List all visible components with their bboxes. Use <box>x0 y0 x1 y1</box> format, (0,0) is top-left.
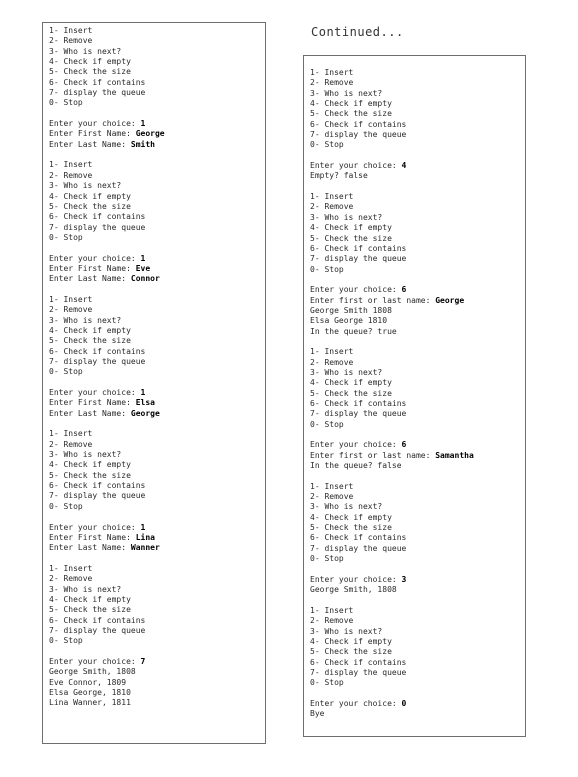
blank-line <box>49 419 165 429</box>
blank-line <box>310 151 474 161</box>
console-line <box>310 575 474 585</box>
user-input: 1 <box>140 253 146 263</box>
console-line: 7- display the queue <box>310 543 407 553</box>
user-input: 1 <box>140 119 146 129</box>
console-line: 1- Insert <box>310 605 354 615</box>
console-line: 7- display the queue <box>49 222 146 232</box>
blank-line <box>49 512 165 522</box>
console-line: 0- Stop <box>49 501 83 511</box>
console-line: 3- Who is next? <box>49 315 122 325</box>
console-line: 6- Check if contains <box>310 533 407 543</box>
console-line: 1- Insert <box>310 68 354 77</box>
prompt-text: Enter First Name: <box>49 398 136 408</box>
blank-line <box>310 182 474 192</box>
blank-line <box>310 275 474 285</box>
console-line: 0- Stop <box>310 419 344 429</box>
prompt-text: Enter First Name: <box>49 532 136 542</box>
prompt-text: Enter your choice: <box>310 574 402 584</box>
console-line <box>310 296 474 306</box>
console-line <box>49 140 165 150</box>
user-input: Eve <box>135 263 151 273</box>
blank-line <box>49 554 165 564</box>
console-output-left <box>42 22 266 744</box>
console-line: 4- Check if empty <box>310 636 392 646</box>
console-line: 0- Stop <box>310 140 344 150</box>
user-input: 0 <box>401 698 407 708</box>
console-line: 7- display the queue <box>49 491 146 501</box>
blank-line <box>310 565 474 575</box>
console-line <box>310 285 474 295</box>
console-line: 5- Check the size <box>310 523 392 533</box>
console-line: Lina Wanner, 1811 <box>49 698 131 708</box>
console-line: 7- display the queue <box>310 254 407 264</box>
console-line: 5- Check the size <box>49 201 131 211</box>
console-line: Bye <box>310 709 325 719</box>
console-line <box>49 388 165 398</box>
console-line: Elsa George, 1810 <box>49 688 131 697</box>
console-line: 6- Check if contains <box>310 399 407 408</box>
console-line: In the queue? false <box>310 461 402 471</box>
prompt-text: Enter First Name: <box>49 263 136 273</box>
console-line: 4- Check if empty <box>49 57 131 67</box>
blank-line <box>49 109 165 119</box>
console-line: 5- Check the size <box>310 233 392 243</box>
console-line <box>310 451 474 461</box>
blank-line <box>310 471 474 481</box>
blank-line <box>49 378 165 388</box>
console-line: 2- Remove <box>310 357 354 367</box>
user-input: Elsa <box>135 398 155 408</box>
console-line <box>49 533 165 543</box>
console-line <box>49 119 165 129</box>
console-line: 2- Remove <box>310 616 354 626</box>
console-text <box>310 68 474 720</box>
console-line: 5- Check the size <box>49 67 131 77</box>
console-line: 4- Check if empty <box>310 223 392 233</box>
console-line: In the queue? true <box>310 326 397 336</box>
console-line: 1- Insert <box>310 347 354 357</box>
console-line: 3- Who is next? <box>49 46 122 56</box>
prompt-text: Enter Last Name: <box>49 274 131 284</box>
user-input: 6 <box>401 285 407 295</box>
console-line: 6- Check if contains <box>310 657 407 667</box>
console-line: 7- display the queue <box>49 357 146 366</box>
console-line: 0- Stop <box>49 98 83 108</box>
user-input: 6 <box>401 440 407 450</box>
console-line: 5- Check the size <box>49 605 131 615</box>
console-line: 4- Check if empty <box>49 594 131 604</box>
console-line: 4- Check if empty <box>310 99 392 109</box>
console-line <box>49 409 165 419</box>
console-line: 6- Check if contains <box>49 615 146 625</box>
console-line: 7- display the queue <box>310 130 407 140</box>
console-line: 1- Insert <box>49 429 93 439</box>
console-line: 2- Remove <box>310 202 354 212</box>
prompt-text: Enter your choice: <box>49 522 141 532</box>
console-line <box>49 657 165 667</box>
console-line <box>49 274 165 284</box>
user-input: 3 <box>401 574 407 584</box>
user-input: Smith <box>130 139 155 149</box>
console-line: 2- Remove <box>49 170 93 180</box>
prompt-text: Enter your choice: <box>49 656 141 666</box>
console-line: 1- Insert <box>49 294 93 304</box>
prompt-text: Enter your choice: <box>49 253 141 263</box>
console-text <box>49 26 165 709</box>
continued-label: Continued... <box>311 25 404 39</box>
console-line: 6- Check if contains <box>310 119 407 129</box>
console-line: 6- Check if contains <box>310 243 407 253</box>
console-line: 0- Stop <box>310 678 344 688</box>
console-line <box>49 264 165 274</box>
console-line <box>49 398 165 408</box>
console-line: 6- Check if contains <box>49 77 146 87</box>
console-line: 6- Check if contains <box>49 346 146 356</box>
prompt-text: Enter Last Name: <box>49 139 131 149</box>
prompt-text: Enter first or last name: <box>310 295 436 305</box>
console-line: George Smith 1808 <box>310 305 392 315</box>
blank-line <box>49 285 165 295</box>
prompt-text: Enter your choice: <box>310 161 402 171</box>
blank-line <box>49 150 165 160</box>
console-line: 3- Who is next? <box>310 626 383 636</box>
console-output-right <box>303 55 526 737</box>
console-line: 6- Check if contains <box>49 212 146 222</box>
prompt-text: Enter your choice: <box>49 119 141 129</box>
console-line: 4- Check if empty <box>49 460 131 470</box>
console-line: 5- Check the size <box>49 336 131 346</box>
console-line: Empty? false <box>310 171 368 181</box>
prompt-text: Enter your choice: <box>310 440 402 450</box>
prompt-text: Enter Last Name: <box>49 408 131 418</box>
console-line: 4- Check if empty <box>49 325 131 335</box>
console-line: George Smith, 1808 <box>49 667 136 677</box>
prompt-text: Enter First Name: <box>49 129 136 139</box>
console-line: 2- Remove <box>49 305 93 315</box>
console-line: 5- Check the size <box>49 470 131 480</box>
console-line: George Smith, 1808 <box>310 585 397 595</box>
prompt-text: Enter your choice: <box>310 285 402 295</box>
console-line: 2- Remove <box>310 492 354 502</box>
user-input: Samantha <box>435 450 474 460</box>
console-line <box>49 523 165 533</box>
prompt-text: Enter your choice: <box>310 698 402 708</box>
console-line: 2- Remove <box>49 36 93 46</box>
console-line: 3- Who is next? <box>49 450 122 460</box>
blank-line <box>49 647 165 657</box>
console-line <box>310 699 474 709</box>
console-line: 3- Who is next? <box>310 212 383 222</box>
console-line <box>49 254 165 264</box>
console-line: 3- Who is next? <box>310 502 383 512</box>
console-line: 7- display the queue <box>49 88 146 98</box>
blank-line <box>310 337 474 347</box>
user-input: George <box>435 295 465 305</box>
console-line: 7- display the queue <box>310 409 407 419</box>
console-line: 1- Insert <box>49 160 93 170</box>
blank-line <box>49 243 165 253</box>
blank-line <box>310 430 474 440</box>
console-line: 5- Check the size <box>310 109 392 119</box>
console-line: 6- Check if contains <box>49 481 146 491</box>
user-input: Connor <box>130 274 160 284</box>
console-line <box>49 129 165 139</box>
console-line: 0- Stop <box>310 264 344 274</box>
console-line: 4- Check if empty <box>49 191 131 201</box>
prompt-text: Enter your choice: <box>49 388 141 398</box>
user-input: Lina <box>135 532 155 542</box>
console-line: 1- Insert <box>310 192 354 202</box>
console-line: 0- Stop <box>49 636 83 646</box>
console-line: Elsa George 1810 <box>310 316 388 326</box>
console-line: 4- Check if empty <box>310 512 392 522</box>
console-line: 7- display the queue <box>49 625 146 635</box>
console-line <box>310 161 474 171</box>
console-line: 2- Remove <box>310 78 354 88</box>
console-line: 0- Stop <box>49 232 83 242</box>
user-input: 1 <box>140 388 146 398</box>
console-line: 1- Insert <box>310 481 354 491</box>
blank-line <box>310 689 474 699</box>
console-line: 3- Who is next? <box>310 367 383 377</box>
console-line: Eve Connor, 1809 <box>49 677 127 687</box>
user-input: George <box>130 408 160 418</box>
console-line: 2- Remove <box>49 574 93 584</box>
user-input: George <box>135 129 165 139</box>
console-line: 3- Who is next? <box>310 88 383 98</box>
console-line: 7- display the queue <box>310 667 407 677</box>
console-line: 3- Who is next? <box>49 181 122 191</box>
console-line: 1- Insert <box>49 563 93 573</box>
console-line: 5- Check the size <box>310 647 392 657</box>
console-line: 2- Remove <box>49 439 93 449</box>
user-input: 7 <box>140 656 146 666</box>
blank-line <box>310 596 474 606</box>
prompt-text: Enter Last Name: <box>49 543 131 553</box>
console-line: 0- Stop <box>49 367 83 377</box>
user-input: Wanner <box>130 543 160 553</box>
console-line <box>49 543 165 553</box>
prompt-text: Enter first or last name: <box>310 450 436 460</box>
user-input: 4 <box>401 161 407 171</box>
console-line: 3- Who is next? <box>49 584 122 594</box>
console-line: 0- Stop <box>310 554 344 564</box>
console-line: 4- Check if empty <box>310 378 392 388</box>
console-line <box>310 440 474 450</box>
user-input: 1 <box>140 522 146 532</box>
console-line: 1- Insert <box>49 26 93 35</box>
console-line: 5- Check the size <box>310 388 392 398</box>
